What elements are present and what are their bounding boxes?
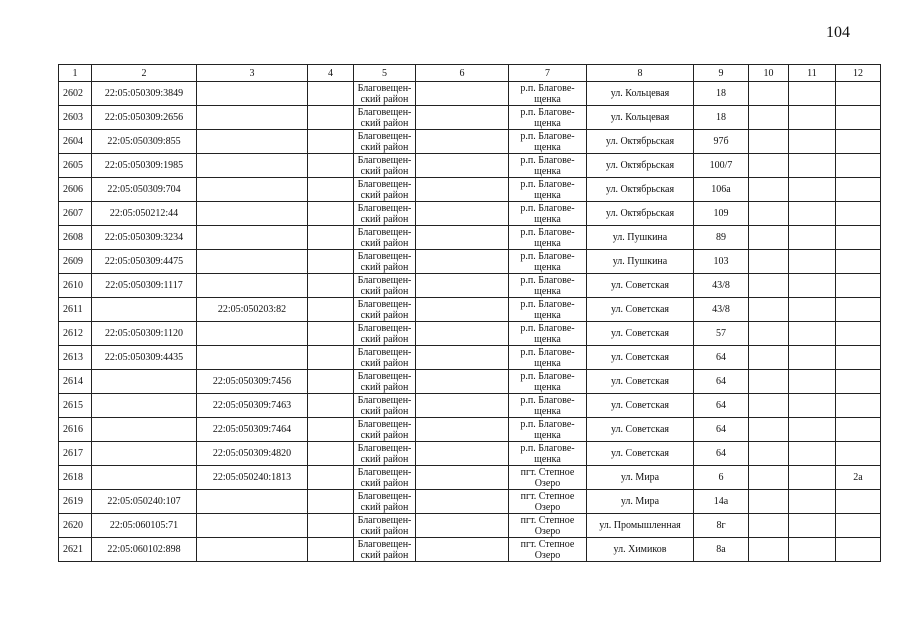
table-cell: р.п. Благове-щенка <box>509 298 587 322</box>
table-cell <box>416 154 509 178</box>
table-cell <box>416 298 509 322</box>
table-cell: 2605 <box>59 154 92 178</box>
table-cell <box>308 490 354 514</box>
table-row <box>59 346 881 370</box>
table-cell: 22:05:050309:3234 <box>92 226 197 250</box>
table-cell: Благовещен-ский район <box>354 514 416 538</box>
table-row <box>59 250 881 274</box>
table-cell: 22:05:050309:7456 <box>197 370 308 394</box>
table-cell <box>836 322 881 346</box>
table-cell: Благовещен-ский район <box>354 274 416 298</box>
table-cell <box>789 226 836 250</box>
table-cell: Благовещен-ский район <box>354 322 416 346</box>
table-header-row <box>59 65 881 82</box>
table-cell <box>416 250 509 274</box>
table-cell <box>749 226 789 250</box>
table-cell <box>749 442 789 466</box>
table-cell <box>836 490 881 514</box>
table-cell <box>416 322 509 346</box>
table-cell: ул. Советская <box>587 442 694 466</box>
table-cell: 2604 <box>59 130 92 154</box>
table-row <box>59 82 881 106</box>
table-cell <box>789 442 836 466</box>
table-cell: 2610 <box>59 274 92 298</box>
table-cell: 64 <box>694 346 749 370</box>
table-cell: 22:05:050309:1117 <box>92 274 197 298</box>
column-header: 11 <box>789 65 836 82</box>
table-cell: 2613 <box>59 346 92 370</box>
table-cell: 100/7 <box>694 154 749 178</box>
table-cell <box>789 346 836 370</box>
table-cell: 8а <box>694 538 749 562</box>
table-cell: Благовещен-ский район <box>354 442 416 466</box>
table-cell <box>749 418 789 442</box>
table-cell: пгт. Степное Озеро <box>509 514 587 538</box>
table-cell <box>308 82 354 106</box>
table-cell: Благовещен-ский район <box>354 82 416 106</box>
table-cell: 22:05:050309:4820 <box>197 442 308 466</box>
table-cell <box>749 394 789 418</box>
table-cell <box>416 490 509 514</box>
table-cell: 22:05:050309:704 <box>92 178 197 202</box>
table-cell <box>836 298 881 322</box>
table-cell <box>308 298 354 322</box>
table-cell <box>836 82 881 106</box>
table-cell <box>749 346 789 370</box>
table-cell <box>789 466 836 490</box>
table-cell: Благовещен-ский район <box>354 250 416 274</box>
table-cell <box>416 370 509 394</box>
column-header: 6 <box>416 65 509 82</box>
table-row <box>59 322 881 346</box>
table-cell: 22:05:050309:3849 <box>92 82 197 106</box>
table-cell <box>197 274 308 298</box>
table-row <box>59 154 881 178</box>
table-cell <box>749 298 789 322</box>
table-row <box>59 538 881 562</box>
table-cell <box>749 154 789 178</box>
table-cell: ул. Химиков <box>587 538 694 562</box>
table-cell: ул. Пушкина <box>587 226 694 250</box>
table-cell: Благовещен-ский район <box>354 490 416 514</box>
table-cell <box>197 106 308 130</box>
table-cell <box>92 442 197 466</box>
column-header: 8 <box>587 65 694 82</box>
table-cell <box>308 442 354 466</box>
table-cell <box>308 106 354 130</box>
table-row <box>59 298 881 322</box>
table-cell: ул. Кольцевая <box>587 106 694 130</box>
table-cell: ул. Октябрьская <box>587 154 694 178</box>
table-cell <box>416 466 509 490</box>
table-cell: 43/8 <box>694 274 749 298</box>
table-cell: р.п. Благове-щенка <box>509 202 587 226</box>
table-cell: 64 <box>694 442 749 466</box>
table-cell: 2621 <box>59 538 92 562</box>
table-cell <box>92 394 197 418</box>
table-cell <box>836 154 881 178</box>
table-cell: 2612 <box>59 322 92 346</box>
table-cell <box>197 346 308 370</box>
table-cell: 22:05:050309:7464 <box>197 418 308 442</box>
table-cell: 57 <box>694 322 749 346</box>
table-cell <box>836 226 881 250</box>
table-row <box>59 130 881 154</box>
table-cell: 22:05:050309:4475 <box>92 250 197 274</box>
table-cell <box>416 418 509 442</box>
table-cell <box>836 394 881 418</box>
table-cell: пгт. Степное Озеро <box>509 490 587 514</box>
table-row <box>59 442 881 466</box>
table-cell: ул. Советская <box>587 346 694 370</box>
table-cell <box>789 250 836 274</box>
column-header: 4 <box>308 65 354 82</box>
table-cell <box>197 490 308 514</box>
table-cell <box>197 82 308 106</box>
table-cell <box>416 106 509 130</box>
table-cell <box>749 82 789 106</box>
table-cell: ул. Мира <box>587 490 694 514</box>
table-cell <box>836 514 881 538</box>
table-cell: 43/8 <box>694 298 749 322</box>
table-cell: р.п. Благове-щенка <box>509 274 587 298</box>
table-cell <box>416 130 509 154</box>
table-cell: ул. Промышленная <box>587 514 694 538</box>
table-cell: р.п. Благове-щенка <box>509 154 587 178</box>
table-cell: 2617 <box>59 442 92 466</box>
table-cell: 2602 <box>59 82 92 106</box>
table-cell <box>749 490 789 514</box>
table-cell: Благовещен-ский район <box>354 370 416 394</box>
table-cell: Благовещен-ский район <box>354 154 416 178</box>
table-cell: ул. Советская <box>587 370 694 394</box>
table-cell <box>416 442 509 466</box>
table-cell <box>749 322 789 346</box>
table-cell: Благовещен-ский район <box>354 538 416 562</box>
column-header: 7 <box>509 65 587 82</box>
table-cell <box>836 250 881 274</box>
table-cell: 2615 <box>59 394 92 418</box>
table-row <box>59 418 881 442</box>
table-cell: р.п. Благове-щенка <box>509 226 587 250</box>
table-cell: Благовещен-ский район <box>354 466 416 490</box>
table-cell: 22:05:060105:71 <box>92 514 197 538</box>
table-cell <box>308 394 354 418</box>
table-cell: 2608 <box>59 226 92 250</box>
table-cell <box>416 178 509 202</box>
table-cell <box>308 322 354 346</box>
table-cell: р.п. Благове-щенка <box>509 82 587 106</box>
table-cell: р.п. Благове-щенка <box>509 370 587 394</box>
table-cell: 2607 <box>59 202 92 226</box>
table-cell: Благовещен-ский район <box>354 226 416 250</box>
table-cell <box>416 274 509 298</box>
table-cell <box>308 466 354 490</box>
table-cell: 2603 <box>59 106 92 130</box>
table-cell: 18 <box>694 82 749 106</box>
table-cell <box>197 322 308 346</box>
table-cell <box>836 346 881 370</box>
table-cell <box>416 538 509 562</box>
table-cell: р.п. Благове-щенка <box>509 130 587 154</box>
table-row <box>59 274 881 298</box>
table-cell <box>749 178 789 202</box>
table-cell <box>308 130 354 154</box>
table-cell <box>789 178 836 202</box>
table-cell <box>197 514 308 538</box>
table-row <box>59 202 881 226</box>
table-row <box>59 370 881 394</box>
table-cell <box>789 154 836 178</box>
table-cell <box>836 106 881 130</box>
table-cell: Благовещен-ский район <box>354 178 416 202</box>
table-cell <box>836 130 881 154</box>
column-header: 3 <box>197 65 308 82</box>
cadastral-table <box>58 64 881 562</box>
table-cell <box>749 538 789 562</box>
table-cell: 22:05:050309:4435 <box>92 346 197 370</box>
table-cell <box>749 202 789 226</box>
table-cell: 22:05:050309:7463 <box>197 394 308 418</box>
column-header: 10 <box>749 65 789 82</box>
table-cell <box>416 226 509 250</box>
table-cell: 2619 <box>59 490 92 514</box>
table-cell: ул. Советская <box>587 394 694 418</box>
page-number: 104 <box>826 24 850 41</box>
table-cell: ул. Октябрьская <box>587 130 694 154</box>
table-row <box>59 106 881 130</box>
table-cell: 89 <box>694 226 749 250</box>
table-cell <box>749 274 789 298</box>
table-cell: 64 <box>694 394 749 418</box>
table-cell: ул. Мира <box>587 466 694 490</box>
table-cell <box>197 178 308 202</box>
table-cell: ул. Октябрьская <box>587 178 694 202</box>
table-cell <box>308 346 354 370</box>
table-cell <box>836 274 881 298</box>
table-cell: 103 <box>694 250 749 274</box>
column-header: 12 <box>836 65 881 82</box>
table-cell: 22:05:050309:2656 <box>92 106 197 130</box>
table-cell <box>308 370 354 394</box>
table-cell: р.п. Благове-щенка <box>509 418 587 442</box>
table-cell <box>836 442 881 466</box>
table-cell <box>92 370 197 394</box>
table-cell: 2616 <box>59 418 92 442</box>
table-cell: 8г <box>694 514 749 538</box>
table-cell <box>789 490 836 514</box>
table-cell <box>197 226 308 250</box>
table-cell <box>836 202 881 226</box>
table-cell: 22:05:050240:107 <box>92 490 197 514</box>
table-cell <box>789 322 836 346</box>
table-cell: Благовещен-ский район <box>354 418 416 442</box>
table-cell <box>749 514 789 538</box>
table-cell <box>308 538 354 562</box>
table-cell: р.п. Благове-щенка <box>509 178 587 202</box>
table-cell <box>197 154 308 178</box>
table-cell: 2606 <box>59 178 92 202</box>
table-cell <box>308 202 354 226</box>
table-cell <box>789 130 836 154</box>
table-cell <box>749 106 789 130</box>
table-cell: 64 <box>694 418 749 442</box>
table-cell: 2620 <box>59 514 92 538</box>
table-cell <box>789 514 836 538</box>
table-cell <box>749 130 789 154</box>
table-cell: 22:05:050309:1985 <box>92 154 197 178</box>
table-cell: 2618 <box>59 466 92 490</box>
table-cell: 97б <box>694 130 749 154</box>
table-cell <box>308 154 354 178</box>
table-cell: 18 <box>694 106 749 130</box>
column-header: 9 <box>694 65 749 82</box>
table-cell: Благовещен-ский район <box>354 298 416 322</box>
table-cell: 2611 <box>59 298 92 322</box>
table-cell: 6 <box>694 466 749 490</box>
table-cell <box>836 538 881 562</box>
table-cell: 64 <box>694 370 749 394</box>
table-cell <box>92 298 197 322</box>
table-cell: 22:05:050212:44 <box>92 202 197 226</box>
table-cell <box>197 130 308 154</box>
table-cell <box>789 298 836 322</box>
table-cell: р.п. Благове-щенка <box>509 322 587 346</box>
table-cell <box>789 274 836 298</box>
table-row <box>59 490 881 514</box>
table-cell: ул. Советская <box>587 322 694 346</box>
table-cell: р.п. Благове-щенка <box>509 346 587 370</box>
table-cell <box>308 250 354 274</box>
table-cell <box>836 418 881 442</box>
table-cell <box>789 538 836 562</box>
table-cell: ул. Советская <box>587 274 694 298</box>
table-cell: р.п. Благове-щенка <box>509 442 587 466</box>
table-cell: р.п. Благове-щенка <box>509 250 587 274</box>
table-cell: ул. Пушкина <box>587 250 694 274</box>
table-cell: Благовещен-ский район <box>354 202 416 226</box>
table-cell <box>416 202 509 226</box>
table-cell: пгт. Степное Озеро <box>509 466 587 490</box>
table-cell: пгт. Степное Озеро <box>509 538 587 562</box>
table-cell <box>92 466 197 490</box>
table-cell: Благовещен-ский район <box>354 394 416 418</box>
table-cell <box>92 418 197 442</box>
table-cell: 106а <box>694 178 749 202</box>
column-header: 5 <box>354 65 416 82</box>
column-header: 1 <box>59 65 92 82</box>
table-cell: 22:05:050309:855 <box>92 130 197 154</box>
table-cell <box>836 370 881 394</box>
table-cell: 22:05:050240:1813 <box>197 466 308 490</box>
table-cell <box>197 202 308 226</box>
table-cell <box>416 394 509 418</box>
table-cell <box>749 370 789 394</box>
table-cell: Благовещен-ский район <box>354 106 416 130</box>
table-cell <box>789 418 836 442</box>
table-row <box>59 466 881 490</box>
table-cell <box>308 418 354 442</box>
table-cell <box>789 82 836 106</box>
table-cell <box>416 514 509 538</box>
table-cell <box>789 202 836 226</box>
table-cell: ул. Советская <box>587 298 694 322</box>
table-cell <box>749 466 789 490</box>
table-cell: ул. Кольцевая <box>587 82 694 106</box>
table-cell <box>308 178 354 202</box>
table-cell: 22:05:050309:1120 <box>92 322 197 346</box>
column-header: 2 <box>92 65 197 82</box>
table-cell: 22:05:050203:82 <box>197 298 308 322</box>
table-cell <box>308 514 354 538</box>
table-row <box>59 394 881 418</box>
table-row <box>59 514 881 538</box>
table-cell <box>416 346 509 370</box>
table-cell: 2а <box>836 466 881 490</box>
table-cell <box>197 250 308 274</box>
table-cell <box>416 82 509 106</box>
table-cell <box>836 178 881 202</box>
table-cell <box>789 370 836 394</box>
table-cell <box>308 226 354 250</box>
table-row <box>59 178 881 202</box>
table-cell: 22:05:060102:898 <box>92 538 197 562</box>
table-cell: 2614 <box>59 370 92 394</box>
table-cell: р.п. Благове-щенка <box>509 106 587 130</box>
table-cell: Благовещен-ский район <box>354 130 416 154</box>
table-cell: 14а <box>694 490 749 514</box>
table-cell: 109 <box>694 202 749 226</box>
table-cell <box>789 106 836 130</box>
table-cell <box>197 538 308 562</box>
table-cell <box>308 274 354 298</box>
table-cell: ул. Октябрьская <box>587 202 694 226</box>
table-cell: р.п. Благове-щенка <box>509 394 587 418</box>
table-cell: ул. Советская <box>587 418 694 442</box>
table-cell <box>789 394 836 418</box>
table-cell <box>749 250 789 274</box>
table-cell: Благовещен-ский район <box>354 346 416 370</box>
table-row <box>59 226 881 250</box>
table-cell: 2609 <box>59 250 92 274</box>
